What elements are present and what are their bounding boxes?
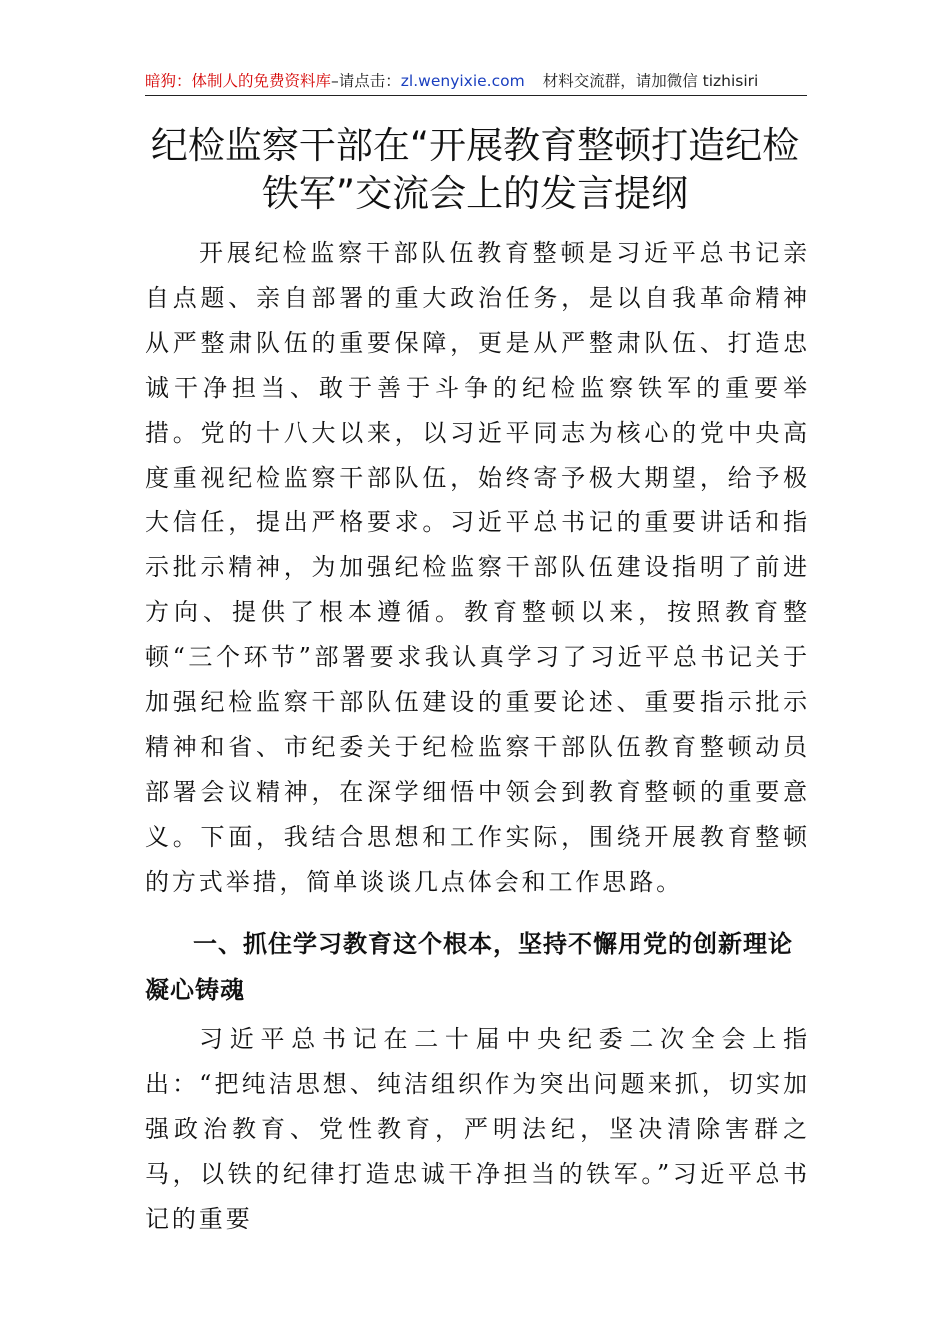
page-header (145, 68, 805, 94)
section-1-heading: 一、抓住学习教育这个根本，坚持不懈用党的创新理论凝心铸魂 (145, 930, 793, 1004)
header-separator: –请点击： (331, 72, 401, 90)
section-1-paragraph: 习近平总书记在二十届中央纪委二次全会上指出：“把纯洁思想、纯洁组织作为突出问题来抓，切实加强政治教育、党性教育，严明法纪，坚决清除害群之马，以铁的纪律打造忠诚干净担当的铁军。”习近平总书记的重要 (145, 1025, 810, 1233)
header-link[interactable]: zl.wenyixie.com (400, 72, 525, 90)
intro-paragraph: 开展纪检监察干部队伍教育整顿是习近平总书记亲自点题、亲自部署的重大政治任务，是以自我革命精神从严整肃队伍的重要保障，更是从严整肃队伍、打造忠诚干净担当、敢于善于斗争的纪检监察铁军的重要举措。党的十八大以来，以习近平同志为核心的党中央高度重视纪检监察干部队伍，始终寄予极大期望，给予极大信任，提出严格要求。习近平总书记的重要讲话和指示批示精神，为加强纪检监察干部队伍建设指明了前进方向、提供了根本遵循。教育整顿以来，按照教育整顿“三个环节”部署要求我认真学习了习近平总书记关于加强纪检监察干部队伍建设的重要论述、重要指示批示精神和省、市纪委关于纪检监察干部队伍教育整顿动员部署会议精神，在深学细悟中领会到教育整顿的重要意义。下面，我结合思想和工作实际，围绕开展教育整顿的方式举措，简单谈谈几点体会和工作思路。 (145, 239, 810, 896)
title-line-2: 铁军”交流会上的发言提纲 (261, 172, 689, 215)
header-brand: 暗狗：体制人的免费资料库 (145, 72, 332, 90)
title-line-1: 纪检监察干部在“开展教育整顿打造纪检 (150, 124, 800, 167)
document-title (120, 122, 830, 218)
header-divider (145, 95, 807, 96)
header-contact: 材料交流群，请加微信 tizhisiri (542, 72, 759, 90)
